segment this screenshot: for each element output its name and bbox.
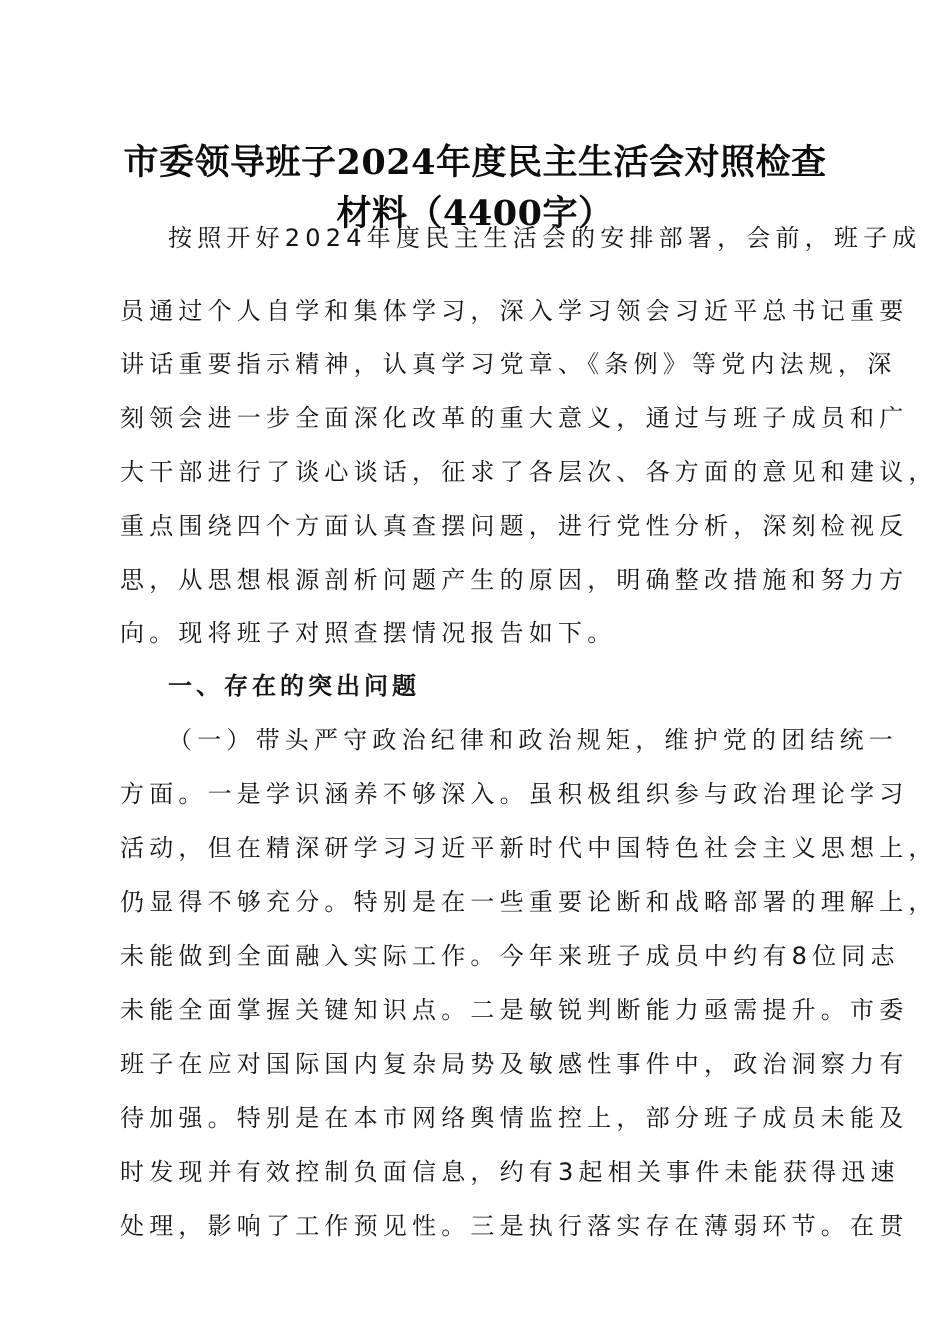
paragraph-line: 时发现并有效控制负面信息，约有3起相关事件未能获得迅速 xyxy=(120,1158,900,1186)
paragraph-line: 按照开好2024年度民主生活会的安排部署，会前，班子成 xyxy=(168,224,922,252)
paragraph-line: 大干部进行了谈心谈话，征求了各层次、各方面的意见和建议， xyxy=(120,458,938,486)
section-heading: 一、存在的突出问题 xyxy=(168,672,420,700)
paragraph-line: 待加强。特别是在本市网络舆情监控上，部分班子成员未能及 xyxy=(120,1104,909,1132)
paragraph-line: （一）带头严守政治纪律和政治规矩，维护党的团结统一 xyxy=(168,726,898,754)
paragraph-line: 重点围绕四个方面认真查摆问题，进行党性分析，深刻检视反 xyxy=(120,512,909,540)
paragraph-line: 刻领会进一步全面深化改革的重大意义，通过与班子成员和广 xyxy=(120,404,909,432)
paragraph-line: 方面。一是学识涵养不够深入。虽积极组织参与政治理论学习 xyxy=(120,780,909,808)
paragraph-line: 活动，但在精深研学习习近平新时代中国特色社会主义思想上， xyxy=(120,834,938,862)
paragraph-line: 未能全面掌握关键知识点。二是敏锐判断能力亟需提升。市委 xyxy=(120,996,909,1024)
paragraph-line: 未能做到全面融入实际工作。今年来班子成员中约有8位同志 xyxy=(120,942,900,970)
paragraph-line: 处理，影响了工作预见性。三是执行落实存在薄弱环节。在贯 xyxy=(120,1212,909,1240)
document-title-line-2: 材料（4400字） xyxy=(336,193,614,234)
paragraph-line: 向。现将班子对照查摆情况报告如下。 xyxy=(120,619,617,647)
paragraph-line: 班子在应对国际国内复杂局势及敏感性事件中，政治洞察力有 xyxy=(120,1050,909,1078)
paragraph-line: 讲话重要指示精神，认真学习党章、《条例》等党内法规，深 xyxy=(120,350,897,378)
paragraph-line: 员通过个人自学和集体学习，深入学习领会习近平总书记重要 xyxy=(120,297,909,325)
paragraph-line: 仍显得不够充分。特别是在一些重要论断和战略部署的理解上， xyxy=(120,888,938,916)
paragraph-line: 思，从思想根源剖析问题产生的原因，明确整改措施和努力方 xyxy=(120,566,909,594)
document-title-line-1: 市委领导班子2024年度民主生活会对照检查 xyxy=(123,142,827,183)
